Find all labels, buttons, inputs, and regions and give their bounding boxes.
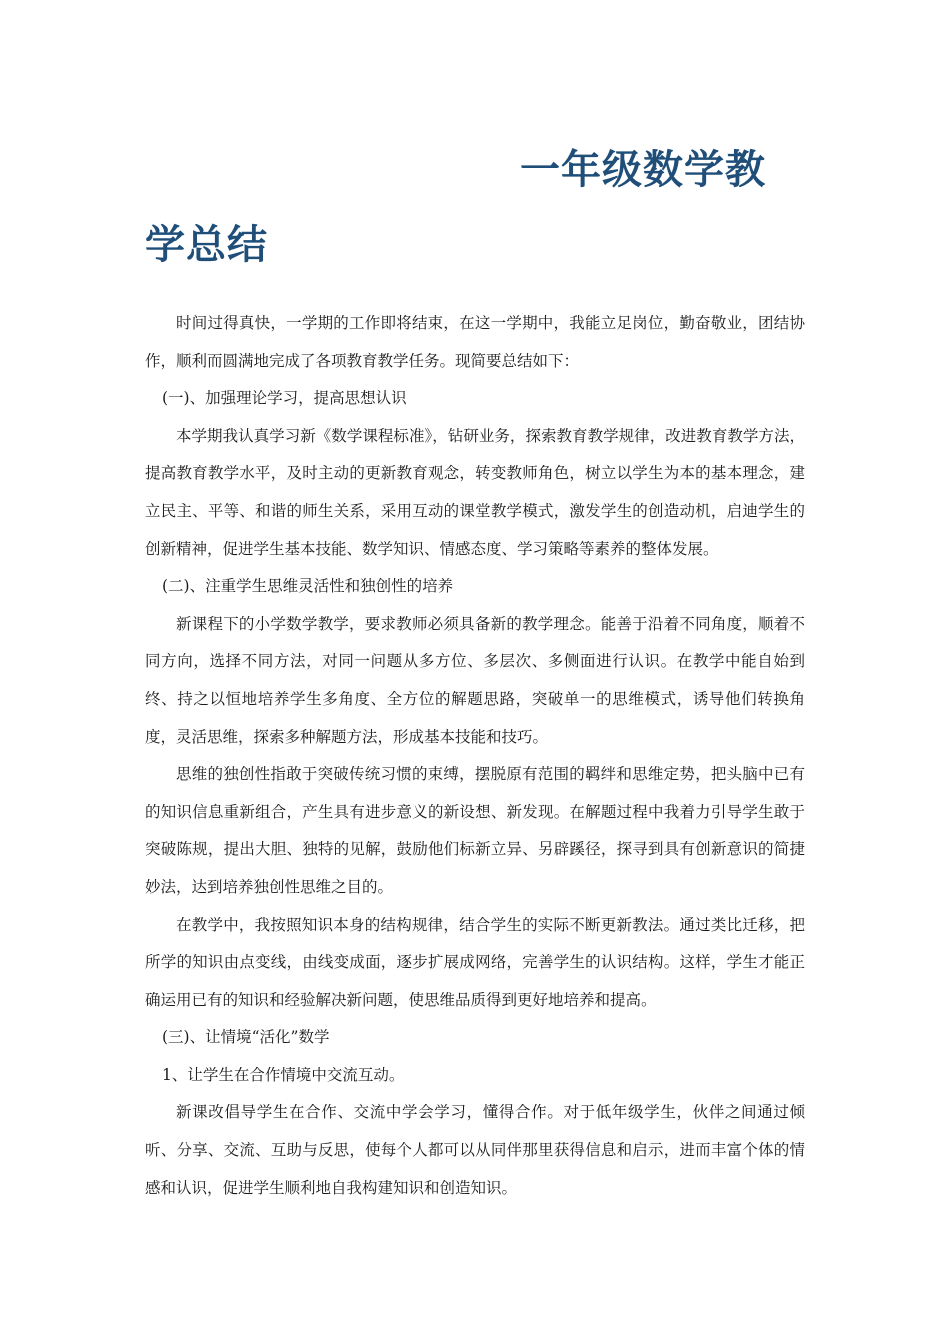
section-heading-2: (二)、注重学生思维灵活性和独创性的培养 — [162, 577, 454, 596]
body-paragraph: 新课改倡导学生在合作、交流中学会学习，懂得合作。对于低年级学生，伙伴之间通过倾听、分享、交流、互助与反思，使每个人都可以从同伴那里获得信息和启示，进而丰富个体的情感和认识，促进学生顺利地自我构建知识和创造知识。 — [145, 1103, 805, 1197]
section-heading-3: (三)、让情境“活化”数学 — [162, 1028, 330, 1047]
document-title-line-1: 一年级数学教 — [520, 147, 766, 193]
body-paragraph: 思维的独创性指敢于突破传统习惯的束缚，摆脱原有范围的羁绊和思维定势，把头脑中已有的知识信息重新组合，产生具有进步意义的新设想、新发现。在解题过程中我着力引导学生敢于突破陈规，提出大胆、独特的见解，鼓励他们标新立异、另辟蹊径，探寻到具有创新意识的简捷妙法，达到培养独创性思维之目的。 — [145, 765, 805, 896]
document-title-line-2: 学总结 — [145, 222, 268, 268]
body-paragraph: 在教学中，我按照知识本身的结构规律，结合学生的实际不断更新教法。通过类比迁移，把所学的知识由点变线，由线变成面，逐步扩展成网络，完善学生的认识结构。这样，学生才能正确运用已有的知识和经验解决新问题，使思维品质得到更好地培养和提高。 — [145, 915, 805, 1009]
intro-paragraph: 时间过得真快，一学期的工作即将结束，在这一学期中，我能立足岗位，勤奋敬业，团结协作，顺利而圆满地完成了各项教育教学任务。现简要总结如下： — [145, 314, 805, 370]
section-heading-1: (一)、加强理论学习，提高思想认识 — [162, 389, 407, 408]
subsection-heading: 1、让学生在合作情境中交流互动。 — [162, 1065, 405, 1084]
body-paragraph: 新课程下的小学数学教学，要求教师必须具备新的教学理念。能善于沿着不同角度，顺着不同方向，选择不同方法，对同一问题从多方位、多层次、多侧面进行认识。在教学中能自始到终、持之以恒地培养学生多角度、全方位的解题思路，突破单一的思维模式，诱导他们转换角度，灵活思维，探索多种解题方法，形成基本技能和技巧。 — [145, 614, 805, 746]
document-body — [145, 305, 805, 1207]
body-paragraph: 本学期我认真学习新《数学课程标准》，钻研业务，探索教育教学规律，改进教育教学方法，提高教育教学水平，及时主动的更新教育观念，转变教师角色，树立以学生为本的基本理念，建立民主、平等、和谐的师生关系，采用互动的课堂教学模式，激发学生的创造动机，启迪学生的创新精神，促进学生基本技能、数学知识、情感态度、学习策略等素养的整体发展。 — [145, 426, 805, 558]
